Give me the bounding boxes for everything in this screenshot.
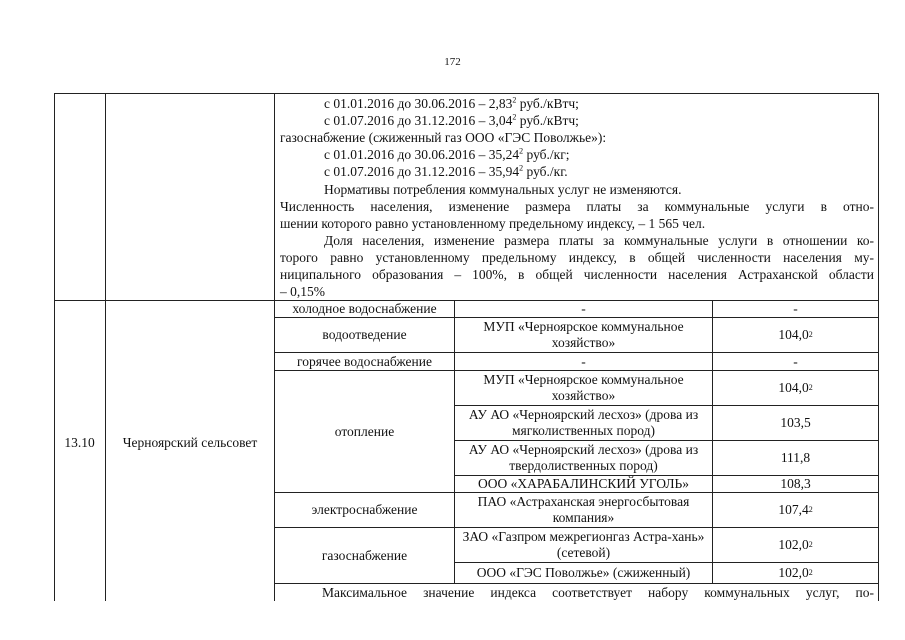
tariff-line: газоснабжение (сжиженный газ ООО «ГЭС Поволжье»): — [280, 130, 607, 145]
index-value: 104,0 2 — [778, 380, 813, 395]
provider-name: АУ АО «Черноярский лесхоз» (дрова из твердолиственных пород) — [468, 442, 699, 473]
index-value: 108,3 — [780, 476, 811, 491]
index-value: 104,0 2 — [778, 327, 813, 342]
service-cold-water: холодное водоснабжение — [292, 301, 437, 316]
share-line: Доля населения, изменение размера платы за коммунальные услуги в отношении ко- — [324, 233, 874, 248]
index-value: 103,5 — [780, 415, 811, 430]
provider-name: МУП «Черноярское коммунальное хозяйство» — [483, 372, 684, 403]
page-number: 172 — [444, 56, 461, 68]
provider-name: ООО «ГЭС Поволжье» (сжиженный) — [476, 565, 691, 580]
share-line: – 0,15% — [280, 284, 325, 299]
provider-name: МУП «Черноярское коммунальное хозяйство» — [483, 319, 684, 350]
index-value: 102,0 2 — [778, 565, 813, 580]
service-hot-water: горячее водоснабжение — [297, 353, 432, 369]
service-heating: отопление — [334, 423, 395, 439]
index-value: - — [793, 301, 798, 316]
provider-name: - — [581, 301, 586, 316]
index-value: - — [793, 353, 798, 369]
row-number: 13.10 — [64, 434, 95, 450]
provider-name: ПАО «Астраханская энергосбытовая компания» — [477, 494, 690, 525]
index-value: 111,8 — [780, 450, 811, 465]
service-electricity: электроснабжение — [311, 502, 418, 517]
tariff-line: с 01.07.2016 до 31.12.2016 – 3,04$^2$ руб./кВтч; — [324, 112, 579, 128]
index-value: 107,4 2 — [778, 502, 813, 517]
bottom-text: Максимальное значение индекса соответствует набору коммунальных услуг, по- — [322, 585, 874, 600]
provider-name: ЗАО «Газпром межрегионгаз Астра-хань» (сетевой) — [462, 529, 705, 560]
index-value: 102,0 2 — [778, 537, 813, 552]
share-line: ниципального образования – 100%, в общей численности населения Астраханской области — [280, 267, 874, 282]
tariff-line: с 01.07.2016 до 31.12.2016 – 35,94$^2$ руб./кг. — [324, 163, 568, 179]
municipality-name: Черноярский сельсовет — [122, 434, 258, 450]
service-gas: газоснабжение — [321, 547, 408, 563]
norms-line: Нормативы потребления коммунальных услуг не изменяются. — [324, 182, 682, 197]
population-line: шении которого равно установленному предельному индексу, – 1 565 чел. — [280, 216, 706, 231]
share-line: торого равно установленному предельному индексу, в общей численности населения му- — [280, 250, 874, 265]
provider-name: - — [581, 353, 586, 369]
tariff-table — [54, 93, 879, 601]
service-sewerage: водоотведение — [322, 327, 407, 342]
provider-name: ООО «ХАРАБАЛИНСКИЙ УГОЛЬ» — [477, 476, 690, 491]
tariff-line: с 01.01.2016 до 30.06.2016 – 2,83$^2$ руб./кВтч; — [324, 95, 579, 111]
population-line: Численность населения, изменение размера платы за коммунальные услуги в отно- — [280, 199, 874, 214]
provider-name: АУ АО «Черноярский лесхоз» (дрова из мягколиственных пород) — [468, 407, 699, 438]
tariff-line: с 01.01.2016 до 30.06.2016 – 35,24$^2$ руб./кг; — [324, 146, 570, 162]
